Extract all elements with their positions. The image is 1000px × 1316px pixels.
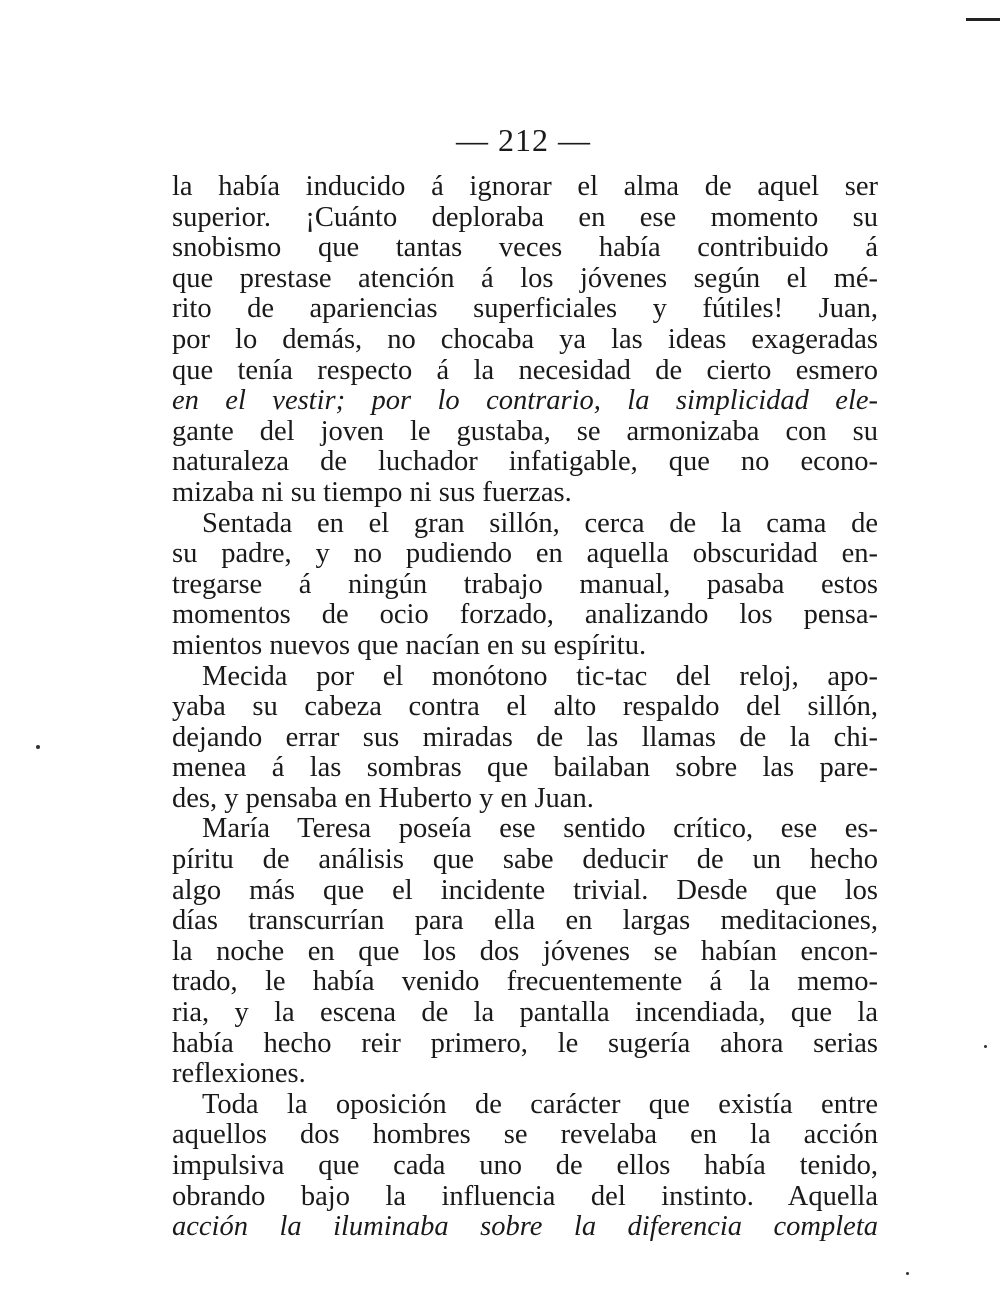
text-line: dejando errar sus miradas de las llamas de la chi-: [172, 721, 878, 753]
text-line: tregarse á ningún trabajo manual, pasaba estos: [172, 568, 878, 600]
text-line: mizaba ni su tiempo ni sus fuerzas.: [172, 476, 572, 508]
text-line: la noche en que los dos jóvenes se habían encon-: [172, 935, 878, 967]
text-line: píritu de análisis que sabe deducir de un hecho: [172, 844, 878, 876]
text-line: en el vestir; por lo contrario, la simplicidad ele-: [172, 385, 878, 417]
text-line: acción la iluminaba sobre la diferencia completa: [172, 1211, 878, 1243]
text-line: reflexiones.: [172, 1058, 306, 1090]
text-line: menea á las sombras que bailaban sobre las pare-: [172, 752, 878, 784]
text-line: Toda la oposición de carácter que existía entre: [202, 1088, 878, 1120]
text-line: aquellos dos hombres se revelaba en la acción: [172, 1119, 878, 1151]
text-line: gante del joven le gustaba, se armonizaba con su: [172, 415, 878, 447]
text-line: mientos nuevos que nacían en su espíritu.: [172, 629, 647, 661]
text-line: impulsiva que cada uno de ellos había tenido,: [172, 1150, 878, 1181]
text-line: naturaleza de luchador infatigable, que no econo-: [172, 446, 878, 478]
text-line: Sentada en el gran sillón, cerca de la cama de: [202, 507, 878, 539]
scan-speck: [984, 1045, 987, 1048]
page-number: — 212 —: [456, 122, 591, 158]
text-line: obrando bajo la influencia del instinto. Aquella: [172, 1180, 878, 1212]
text-line: algo más que el incidente trivial. Desde que los: [172, 874, 878, 906]
text-line: rito de apariencias superficiales y fútiles! Juan,: [172, 293, 878, 325]
text-line: que prestase atención á los jóvenes según el mé-: [172, 262, 878, 294]
body-text: [172, 172, 878, 1243]
text-line: yaba su cabeza contra el alto respaldo del sillón,: [172, 691, 878, 723]
text-line: su padre, y no pudiendo en aquella obscuridad en-: [172, 538, 878, 570]
text-line: superior. ¡Cuánto deploraba en ese momento su: [172, 201, 878, 233]
corner-scan-mark: [966, 18, 1000, 21]
text-line: momentos de ocio forzado, analizando los pensa-: [172, 599, 878, 631]
text-line: María Teresa poseía ese sentido crítico, ese es-: [202, 813, 878, 845]
text-line: des, y pensaba en Huberto y en Juan.: [172, 782, 594, 814]
text-line: Mecida por el monótono tic-tac del reloj, apo-: [202, 660, 878, 692]
text-line: había hecho reir primero, le sugería ahora serias: [172, 1027, 878, 1059]
text-line: por lo demás, no chocaba ya las ideas exageradas: [172, 323, 878, 355]
text-line: que tenía respecto á la necesidad de cierto esmero: [172, 354, 878, 386]
scan-speck: [36, 745, 40, 749]
text-line: ria, y la escena de la pantalla incendiada, que la: [172, 997, 878, 1029]
text-line: trado, le había venido frecuentemente á la memo-: [172, 966, 878, 998]
scan-speck: [906, 1272, 909, 1275]
text-line: snobismo que tantas veces había contribuido á: [172, 232, 878, 264]
text-line: la había inducido á ignorar el alma de aquel ser: [172, 171, 878, 202]
text-line: días transcurrían para ella en largas meditaciones,: [172, 905, 878, 937]
